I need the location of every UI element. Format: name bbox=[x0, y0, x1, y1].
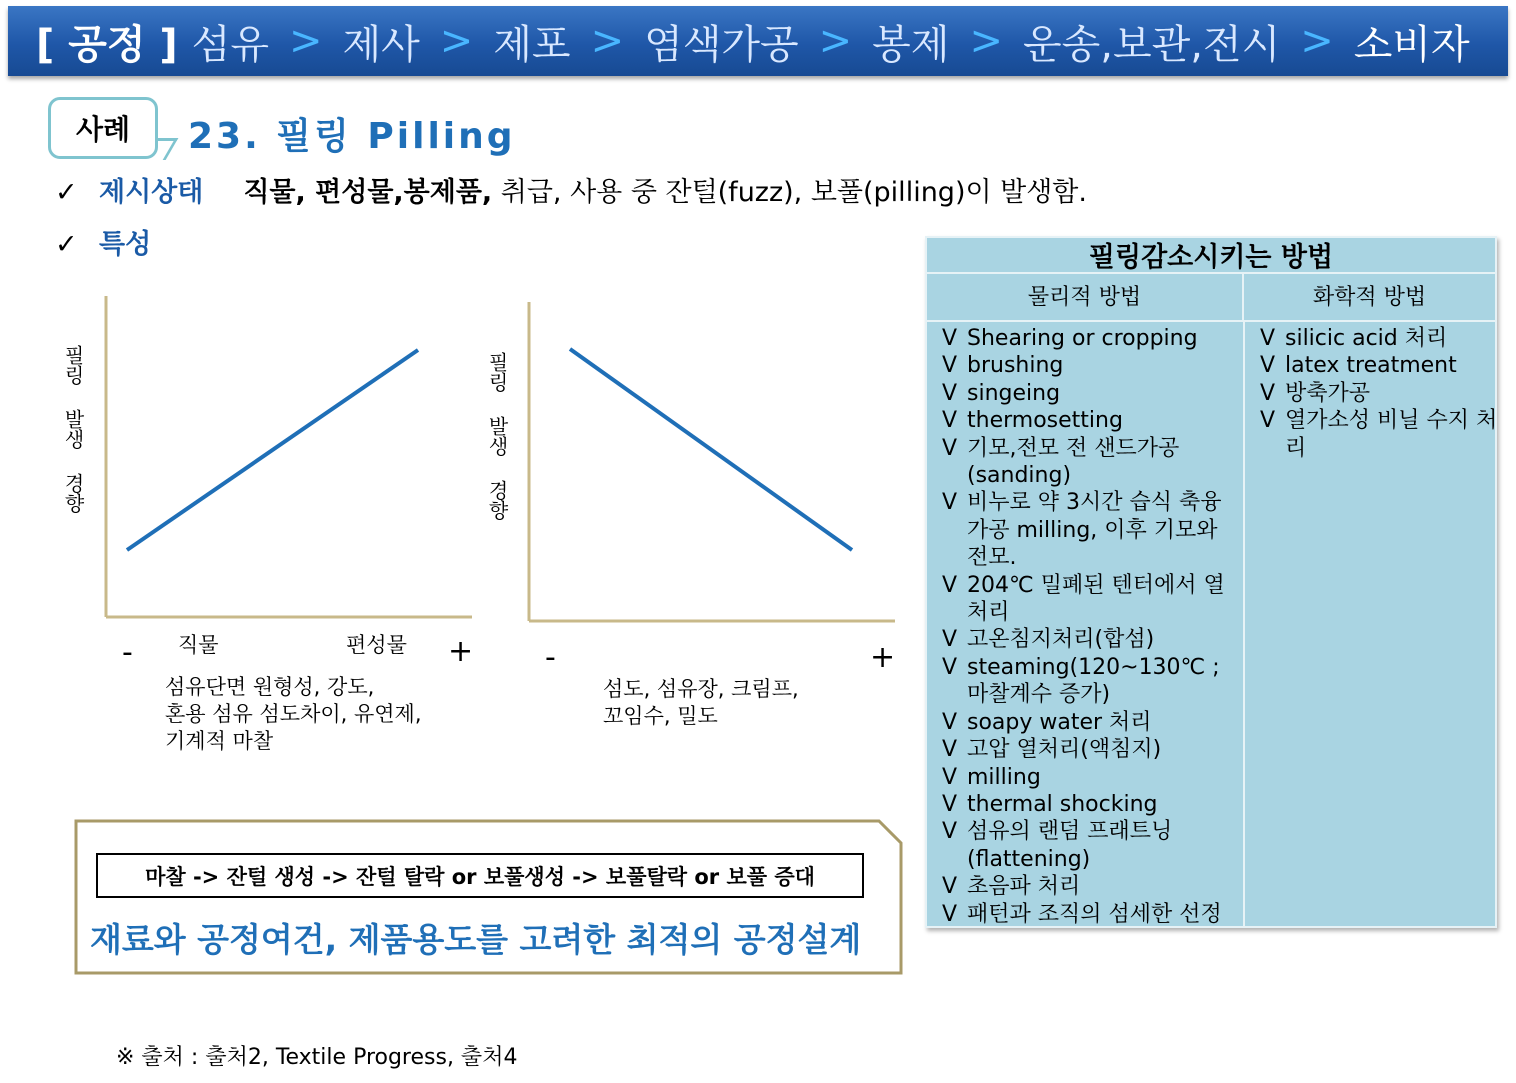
right-chart-series-line bbox=[570, 349, 852, 550]
list-item: V 비누로 약 3시간 습식 축융 가공 milling, 이후 기모와 전모. bbox=[942, 490, 1222, 571]
process-flow: 마찰 -> 잔털 생성 -> 잔털 탈락 or 보풀생성 -> 보풀탈락 or 보풀 증대 bbox=[96, 853, 864, 898]
table-header-physical: 물리적 방법 bbox=[927, 274, 1244, 322]
breadcrumb-separator: > bbox=[969, 18, 1003, 64]
state-label: 제시상태 bbox=[99, 177, 204, 208]
table-column-divider bbox=[1243, 322, 1245, 926]
list-item: V silicic acid 처리 bbox=[1260, 326, 1448, 351]
checkmark-icon: ✓ bbox=[55, 229, 78, 260]
left-chart-ylabel: 필링 발생 경향 bbox=[61, 345, 85, 513]
breadcrumb-item: 제사 bbox=[342, 21, 420, 68]
left-chart-plus: + bbox=[448, 634, 474, 669]
left-chart-minus: - bbox=[122, 635, 133, 670]
left-chart-notes bbox=[165, 674, 422, 755]
property-row bbox=[55, 222, 151, 261]
list-item: V 방축가공 bbox=[1260, 380, 1371, 406]
breadcrumb-item-current: 소비자 bbox=[1353, 21, 1470, 68]
list-item: V 초음파 처리 bbox=[942, 874, 1081, 900]
breadcrumb-item: 제포 bbox=[493, 21, 571, 68]
list-item: V 열가소성 비닐 수지 처리 bbox=[1260, 408, 1498, 461]
list-item: V brushing bbox=[942, 353, 1064, 379]
list-item: V latex treatment bbox=[1260, 353, 1457, 379]
left-chart-note: 섬유단면 원형성, 강도, bbox=[165, 675, 375, 699]
right-chart-notes bbox=[603, 676, 799, 730]
breadcrumb-separator: > bbox=[1300, 18, 1334, 64]
table-title: 필링감소시키는 방법 bbox=[927, 238, 1495, 274]
property-label: 특성 bbox=[99, 229, 152, 260]
breadcrumb-separator: > bbox=[288, 18, 323, 64]
process-conclusion: 재료와 공정여건, 제품용도를 고려한 최적의 공정설계 bbox=[90, 920, 862, 959]
state-bold-text: 직물, 편성물,봉제품, bbox=[243, 177, 493, 208]
list-item: V soapy water 처리 bbox=[942, 709, 1152, 735]
list-item: V 고압 열처리(액침지) bbox=[942, 737, 1162, 763]
physical-method-list bbox=[942, 325, 1242, 928]
breadcrumb-item: 염색가공 bbox=[644, 21, 799, 68]
chemical-method-list bbox=[1260, 325, 1498, 462]
case-title: 23. 필링 Pilling bbox=[188, 116, 516, 157]
list-item: V steaming(120~130℃ ; 마찰계수 증가) bbox=[942, 654, 1220, 708]
table-header-chemical: 화학적 방법 bbox=[1244, 274, 1495, 322]
list-item: V thermal shocking bbox=[942, 791, 1158, 817]
breadcrumb-item: 운송,보관,전시 bbox=[1022, 21, 1281, 68]
right-chart-note: 섬도, 섬유장, 크림프, bbox=[603, 677, 799, 701]
left-chart-x-right-label: 편성물 bbox=[346, 633, 407, 657]
list-item: V 기모,전모 전 샌드가공 (sanding) bbox=[942, 435, 1180, 489]
process-tag: [ 공정 ] bbox=[36, 21, 178, 68]
left-chart-note: 기계적 마찰 bbox=[165, 729, 274, 753]
list-item: V 204℃ 밀폐된 텐터에서 열 처리 bbox=[942, 572, 1225, 626]
breadcrumb-item: 봉제 bbox=[872, 21, 950, 68]
list-item: V 패턴과 조직의 섬세한 선정 bbox=[942, 901, 1222, 927]
state-row bbox=[55, 170, 1087, 209]
left-chart-note: 혼용 섬유 섬도차이, 유연제, bbox=[165, 702, 422, 726]
process-breadcrumb-banner bbox=[8, 6, 1508, 76]
checkmark-icon: ✓ bbox=[55, 177, 78, 208]
list-item: V 고온침지처리(합섬) bbox=[942, 627, 1155, 653]
list-item: V thermosetting bbox=[942, 408, 1123, 434]
list-item: V 섬유의 랜덤 프래트닝 (flattening) bbox=[942, 819, 1173, 872]
source-note: ※ 출처 : 출처2, Textile Progress, 출처4 bbox=[116, 1045, 518, 1070]
breadcrumb-separator: > bbox=[590, 18, 625, 64]
breadcrumb-separator: > bbox=[818, 18, 853, 64]
list-item: V singeing bbox=[942, 380, 1061, 406]
right-chart bbox=[523, 296, 903, 631]
right-chart-minus: - bbox=[545, 640, 556, 675]
list-item: V Shearing or cropping bbox=[942, 326, 1198, 351]
right-chart-ylabel: 필링 발생 경향 bbox=[485, 352, 509, 520]
list-item: V milling bbox=[942, 764, 1041, 790]
breadcrumb-separator: > bbox=[439, 18, 474, 64]
right-chart-note: 꼬임수, 밀도 bbox=[603, 704, 718, 728]
left-chart bbox=[100, 290, 480, 625]
right-chart-plus: + bbox=[870, 640, 896, 675]
left-chart-series-line bbox=[127, 350, 418, 550]
breadcrumb-item: 섬유 bbox=[191, 21, 269, 68]
state-text: 취급, 사용 중 잔털(fuzz), 보풀(pilling)이 발생함. bbox=[500, 177, 1087, 208]
case-badge: 사례 bbox=[48, 97, 158, 159]
left-chart-x-left-label: 직물 bbox=[178, 633, 219, 657]
pilling-reduction-table bbox=[925, 236, 1497, 928]
